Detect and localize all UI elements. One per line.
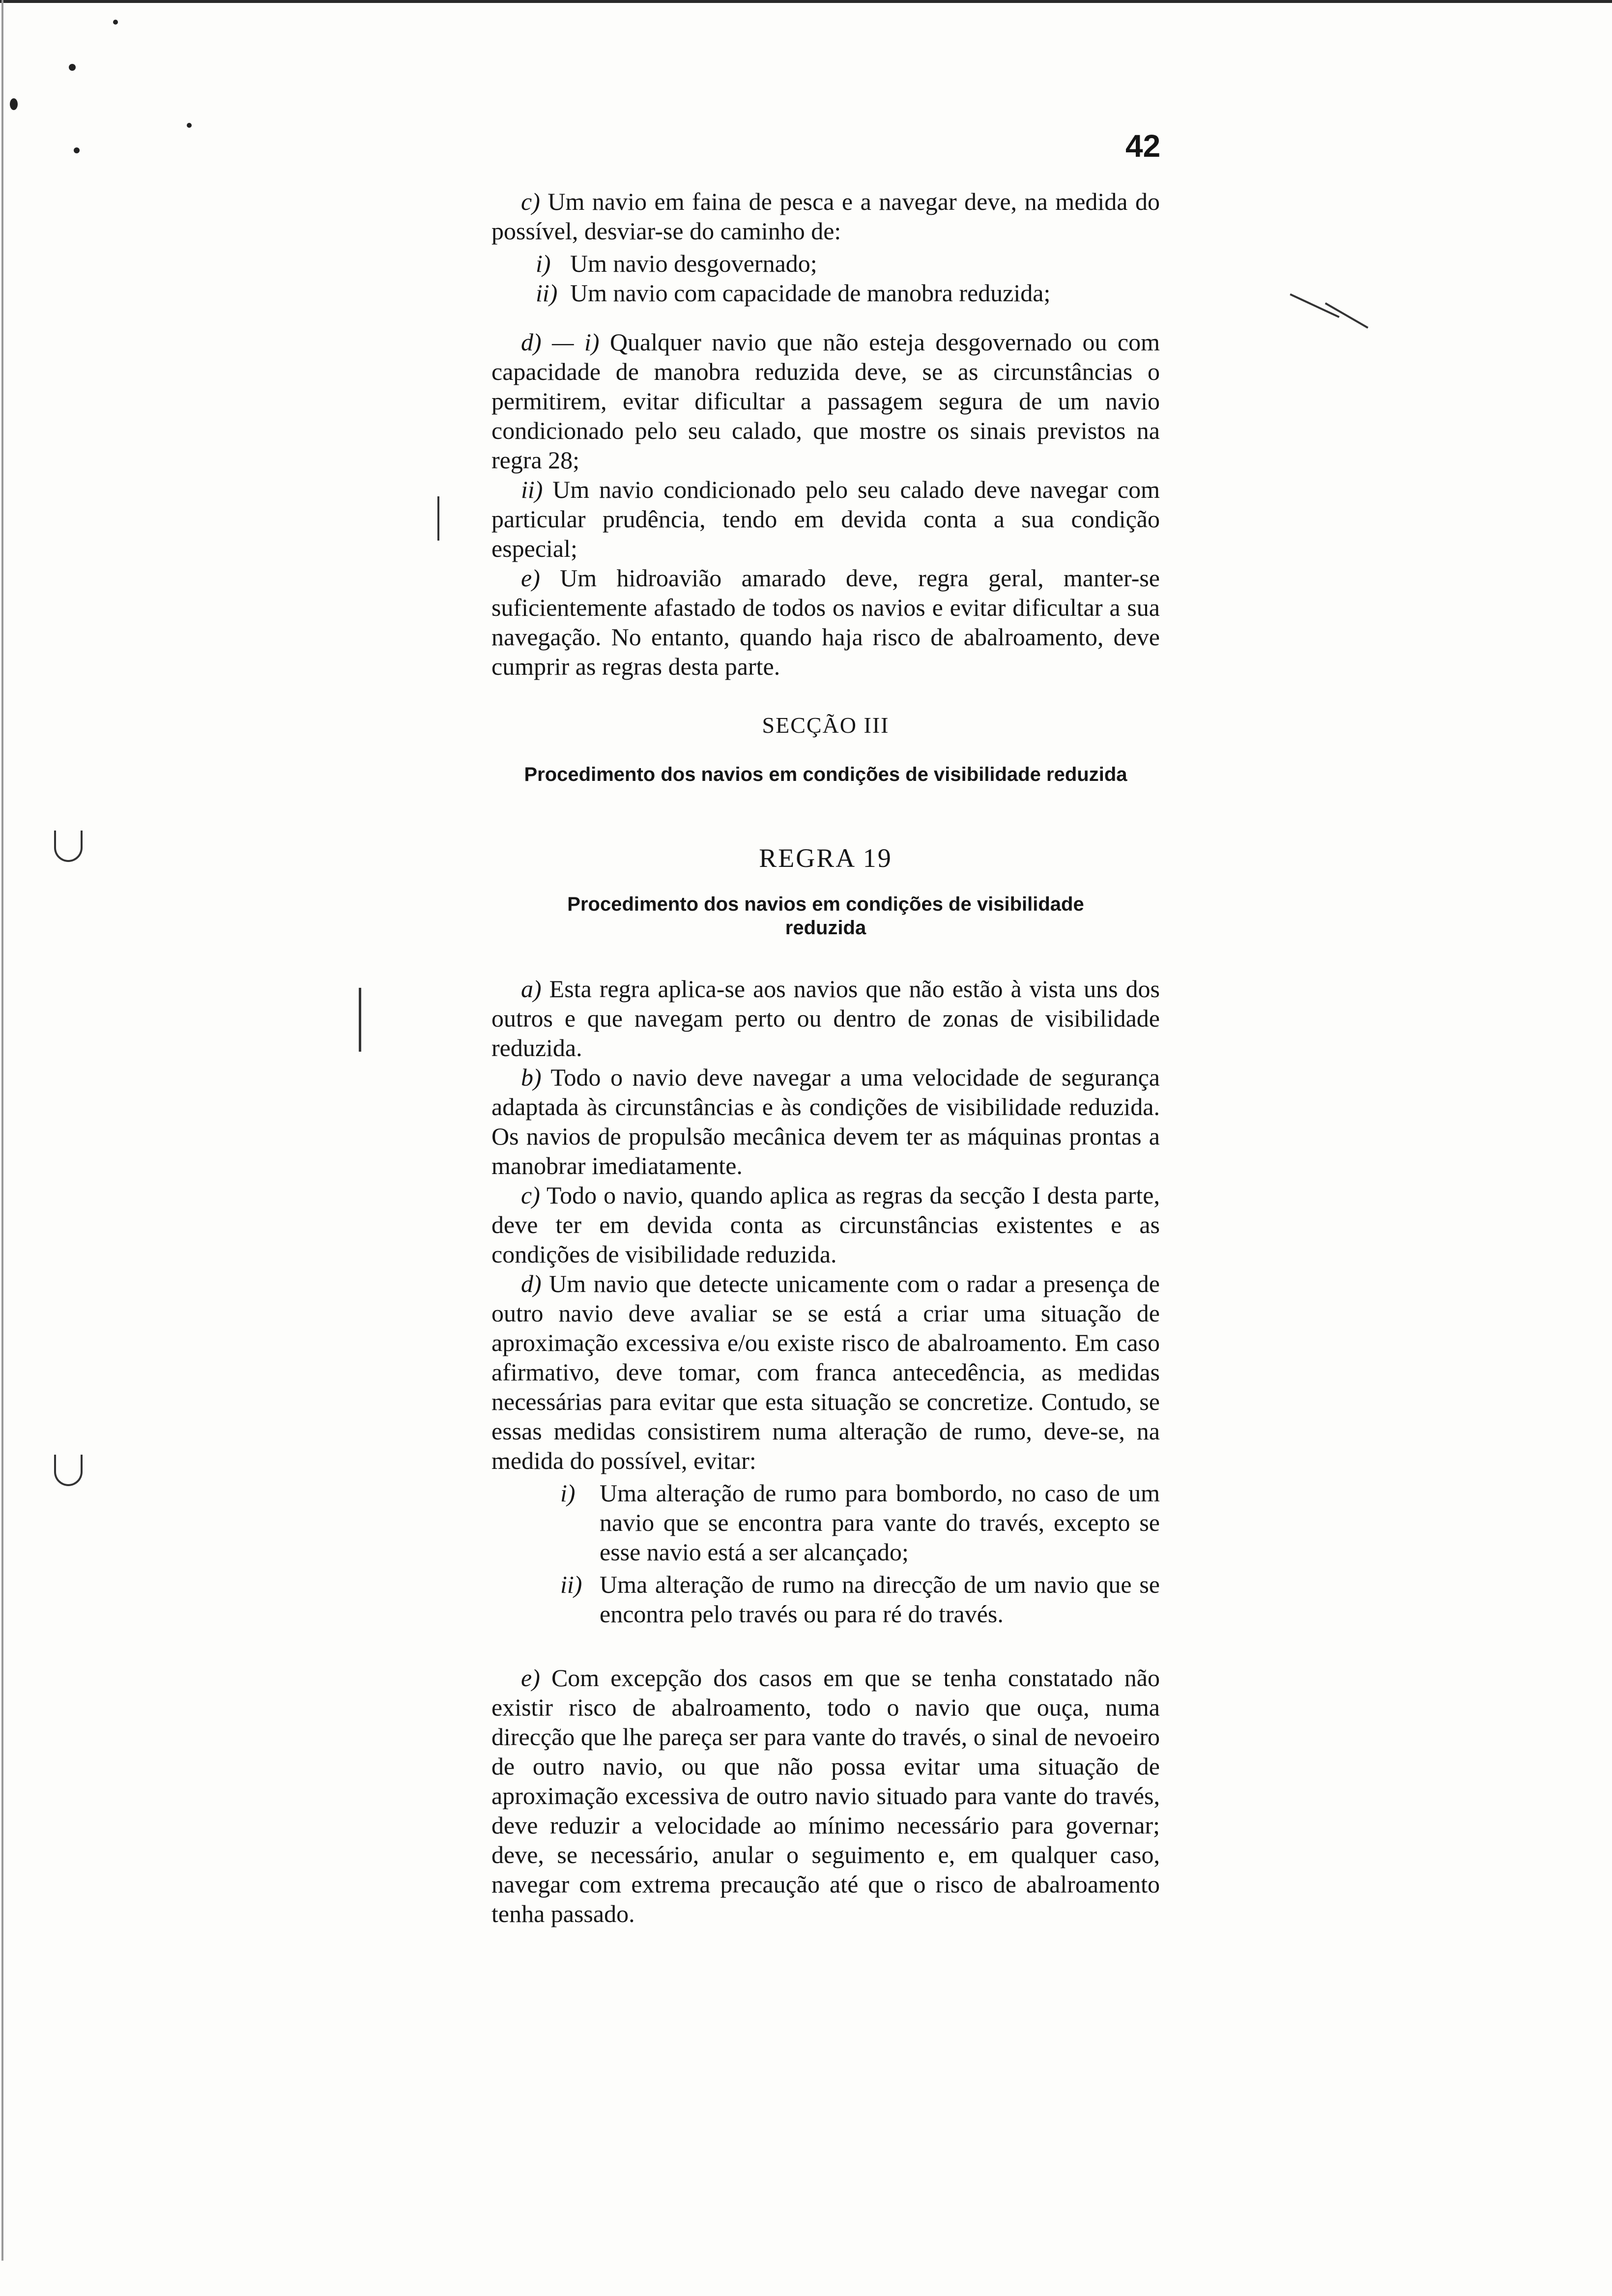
list-item [536, 249, 1160, 278]
scan-speck [69, 64, 76, 71]
paragraph-marker: a) [521, 975, 542, 1003]
paragraph-marker: c) [521, 1181, 540, 1209]
paragraph-marker: e) [521, 1664, 540, 1692]
paragraph-text: Um hidroavião amarado deve, regra geral, manter-se suficientemente afastado de todos os navios e evitar dificultar a sua navegação. No entanto, quando haja risco de abalroamento, deve cumprir as regras desta parte. [491, 564, 1160, 680]
list-marker: i) [536, 250, 551, 277]
scan-mark [437, 496, 439, 541]
rule-paragraph-b [491, 1062, 1160, 1180]
paragraph-marker: e) [521, 564, 540, 592]
paragraph-text: Todo o navio deve navegar a uma velocidade de segurança adaptada às circunstâncias e às condições de visibilidade reduzida. Os navios de propulsão mecânica devem ter as máquinas prontas a manobrar imediatamente. [491, 1063, 1160, 1179]
rule-title: REGRA 19 [759, 843, 892, 873]
paragraph-c [491, 187, 1160, 246]
text-column [491, 187, 1160, 1928]
paragraph-text: Um navio em faina de pesca e a navegar deve, na medida do possível, desviar-se do caminho de: [491, 188, 1160, 245]
paragraph-e [491, 563, 1160, 681]
section-subtitle: Procedimento dos navios em condições de visibilidade reduzida [524, 764, 1127, 785]
paragraph-text: Esta regra aplica-se aos navios que não estão à vista uns dos outros e que navegam perto ou dentro de zonas de visibilidade reduzida. [491, 975, 1160, 1062]
rule-subtitle: Procedimento dos navios em condições de visibilidade reduzida [567, 893, 1084, 939]
scan-bracket-mark [54, 1455, 83, 1486]
paragraph-marker: ii) [521, 476, 543, 503]
paragraph-text: Um navio condicionado pelo seu calado deve navegar com particular prudência, tendo em devida conta a sua condição especial; [491, 476, 1160, 562]
paragraph-marker: d) — i) [521, 328, 600, 356]
list-text: Um navio desgovernado; [570, 250, 817, 277]
paragraph-text: Qualquer navio que não esteja desgovernado ou com capacidade de manobra reduzida deve, se as circunstâncias o permitirem, evitar dificultar a passagem segura de um navio condicionado pelo seu calado, que mostre os sinais previstos na regra 28; [491, 328, 1160, 474]
list-text: Uma alteração de rumo para bombordo, no caso de um navio que se encontra para vante do través, excepto se esse navio está a ser alcançado; [600, 1479, 1160, 1566]
list-item [560, 1478, 1160, 1567]
paragraph-d-i [491, 327, 1160, 475]
list-item [536, 278, 1160, 308]
list-marker: i) [560, 1479, 576, 1507]
rule-paragraph-e [491, 1663, 1160, 1928]
paragraph-marker: b) [521, 1063, 542, 1091]
list-marker: ii) [560, 1571, 582, 1598]
scan-speck [74, 147, 80, 153]
paragraph-text: Com excepção dos casos em que se tenha constatado não existir risco de abalroamento, todo o navio que ouça, numa direcção que lhe pareça ser para vante do través, o sinal de nevoeiro de outro navio, ou que não possa evitar uma situação de aproximação excessiva de outro navio situado para vante do través, deve reduzir a velocidade ao mínimo necessário para governar; deve, se necessário, anular o seguimento e, em qualquer caso, navegar com extrema precaução até que o risco de abalroamento tenha passado. [491, 1664, 1160, 1927]
page-number: 42 [1125, 128, 1161, 164]
top-border-line [0, 0, 1612, 3]
scan-bracket-mark [54, 831, 83, 862]
rule-paragraph-a [491, 974, 1160, 1062]
paragraph-marker: d) [521, 1270, 542, 1297]
scan-mark [1325, 302, 1369, 328]
rule-paragraph-d [491, 1269, 1160, 1475]
paragraph-marker: c) [521, 188, 540, 215]
scan-speck [10, 98, 18, 110]
paragraph-text: Todo o navio, quando aplica as regras da secção I desta parte, deve ter em devida conta as circunstâncias existentes e as condições de visibilidade reduzida. [491, 1181, 1160, 1268]
list-item [560, 1570, 1160, 1629]
scan-mark [1, 0, 3, 2261]
paragraph-text: Um navio que detecte unicamente com o radar a presença de outro navio deve avaliar se se está a criar uma situação de aproximação excessiva e/ou existe risco de abalroamento. Em caso afirmativo, deve tomar, com franca antecedência, as medidas necessárias para evitar que esta situação se concretize. Contudo, se essas medidas consistirem numa alteração de rumo, deve-se, na medida do possível, evitar: [491, 1270, 1160, 1474]
scan-speck [187, 123, 192, 128]
list-text: Um navio com capacidade de manobra reduzida; [570, 279, 1051, 307]
scan-speck [113, 20, 118, 25]
paragraph-d-ii [491, 475, 1160, 563]
list-text: Uma alteração de rumo na direcção de um navio que se encontra pelo través ou para ré do través. [600, 1571, 1160, 1628]
scan-mark [359, 988, 361, 1052]
rule-paragraph-c [491, 1180, 1160, 1269]
section-title: SECÇÃO III [762, 713, 890, 738]
list-marker: ii) [536, 279, 558, 307]
